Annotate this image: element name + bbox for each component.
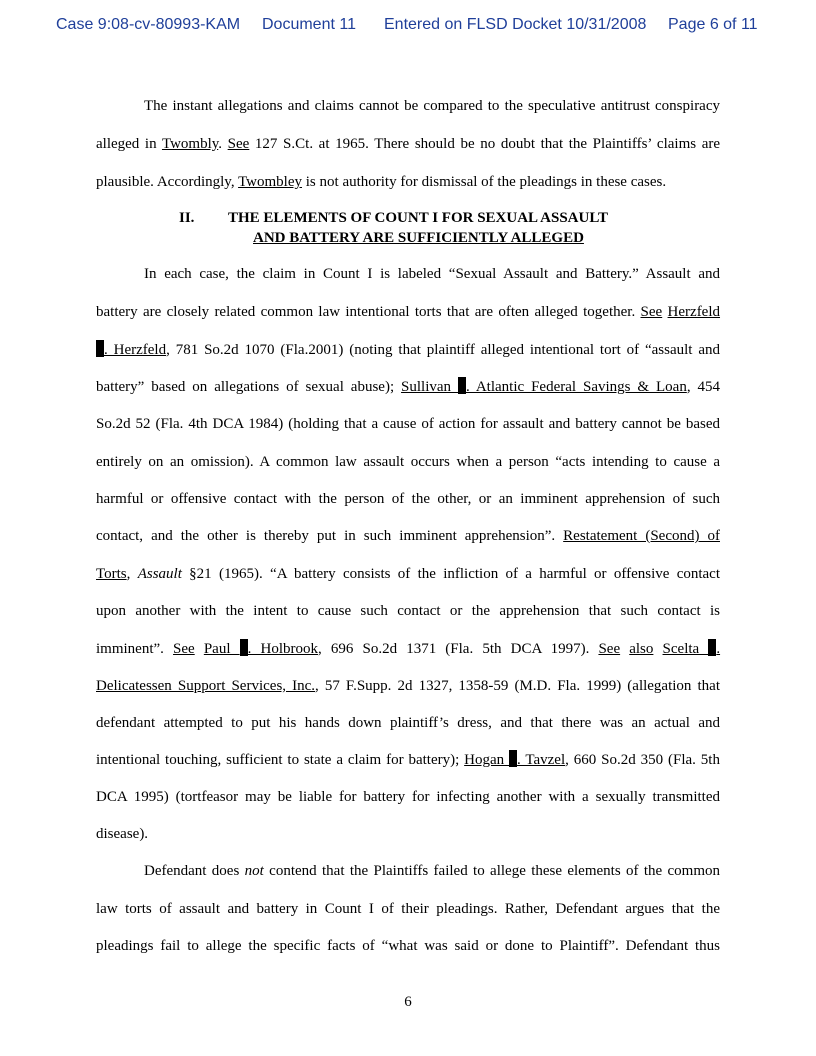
document-number: Document 11 bbox=[262, 16, 356, 33]
case-citation: Herzfeld bbox=[667, 304, 721, 320]
page-count: Page 6 of 11 bbox=[668, 16, 758, 33]
text-line: Defendant does not contend that the Plaintiffs failed to allege these elements of the common bbox=[144, 863, 720, 879]
case-citation: Sullivan bbox=[401, 379, 458, 395]
text-line: entirely on an omission). A common law assault occurs when a person “acts intending to cause a bbox=[96, 454, 720, 470]
text-line: alleged in Twombly. See 127 S.Ct. at 1965. There should be no doubt that the Plaintiffs’ claims are bbox=[96, 136, 720, 152]
text-line: DCA 1995) (tortfeasor may be liable for battery for infecting another with a sexually transmitted bbox=[96, 789, 720, 805]
signal-see: See bbox=[227, 136, 250, 152]
text-line: upon another with the intent to cause such contact or the apprehension that such contact is bbox=[96, 603, 720, 619]
text-line: contact, and the other is thereby put in such imminent apprehension”. Restatement (Second) of bbox=[96, 528, 720, 544]
redaction-block bbox=[509, 750, 517, 767]
text-line: battery” based on allegations of sexual abuse); Sullivan . Atlantic Federal Savings & Loan, 454 bbox=[96, 379, 721, 395]
case-citation: Paul bbox=[203, 641, 240, 657]
case-number: Case 9:08-cv-80993-KAM bbox=[56, 16, 241, 33]
section-heading-line-2: AND BATTERY ARE SUFFICIENTLY ALLEGED bbox=[253, 230, 584, 246]
redaction-block bbox=[96, 340, 104, 357]
page-number: 6 bbox=[404, 994, 412, 1010]
case-citation: Delicatessen Support Services, Inc. bbox=[96, 678, 316, 694]
text-line: harmful or offensive contact with the person of the other, or an imminent apprehension of such bbox=[96, 491, 720, 507]
treatise-citation: Restatement (Second) of bbox=[563, 528, 720, 544]
text-line: Torts, Assault §21 (1965). “A battery consists of the infliction of a harmful or offensive contact bbox=[96, 566, 721, 582]
section-number: II. bbox=[179, 210, 195, 226]
text-line: defendant attempted to put his hands down plaintiff’s dress, and that there was an actual and bbox=[96, 715, 720, 731]
text-line: . Herzfeld, 781 So.2d 1070 (Fla.2001) (noting that plaintiff alleged intentional tort of “assault and bbox=[96, 340, 720, 360]
redaction-block bbox=[458, 377, 466, 394]
docket-header bbox=[56, 16, 776, 38]
text-line: In each case, the claim in Count I is labeled “Sexual Assault and Battery.” Assault and bbox=[144, 266, 720, 282]
case-citation: . Atlantic Federal Savings & Loan bbox=[465, 379, 687, 395]
text-line: Delicatessen Support Services, Inc., 57 F.Supp. 2d 1327, 1358-59 (M.D. Fla. 1999) (allegation that bbox=[96, 678, 720, 694]
case-citation: . Tavzel bbox=[517, 752, 566, 768]
text-line: intentional touching, sufficient to state a claim for battery); Hogan . Tavzel, 660 So.2d 350 (Fla. 5th bbox=[96, 752, 720, 768]
text-line: disease). bbox=[96, 826, 149, 842]
case-citation: Scelta bbox=[662, 641, 709, 657]
text-line: pleadings fail to allege the specific facts of “what was said or done to Plaintiff”. Defendant thus bbox=[96, 938, 720, 954]
text-line: battery are closely related common law intentional torts that are often alleged together. See Herzfeld bbox=[96, 304, 721, 320]
case-citation: Twombley bbox=[238, 174, 303, 190]
text-line: The instant allegations and claims cannot be compared to the speculative antitrust conspiracy bbox=[144, 98, 720, 114]
section-heading-line-1: THE ELEMENTS OF COUNT I FOR SEXUAL ASSAULT bbox=[228, 210, 608, 226]
redaction-block bbox=[240, 639, 248, 656]
text-line: So.2d 52 (Fla. 4th DCA 1984) (holding that a cause of action for assault and battery cannot be based bbox=[96, 416, 720, 432]
text-line: imminent”. See Paul . Holbrook, 696 So.2d 1371 (Fla. 5th DCA 1997). See also Scelta . bbox=[96, 641, 721, 657]
docket-entry-date: Entered on FLSD Docket 10/31/2008 bbox=[384, 16, 647, 33]
case-citation: Twombly bbox=[161, 136, 219, 152]
case-citation: Hogan bbox=[464, 752, 510, 768]
text-line: law torts of assault and battery in Count I of their pleadings. Rather, Defendant argues that the bbox=[96, 901, 720, 917]
case-citation: . Holbrook bbox=[247, 641, 318, 657]
case-citation: . Herzfeld bbox=[104, 342, 167, 358]
text-line: plausible. Accordingly, Twombley is not authority for dismissal of the pleadings in these cases. bbox=[96, 174, 667, 190]
